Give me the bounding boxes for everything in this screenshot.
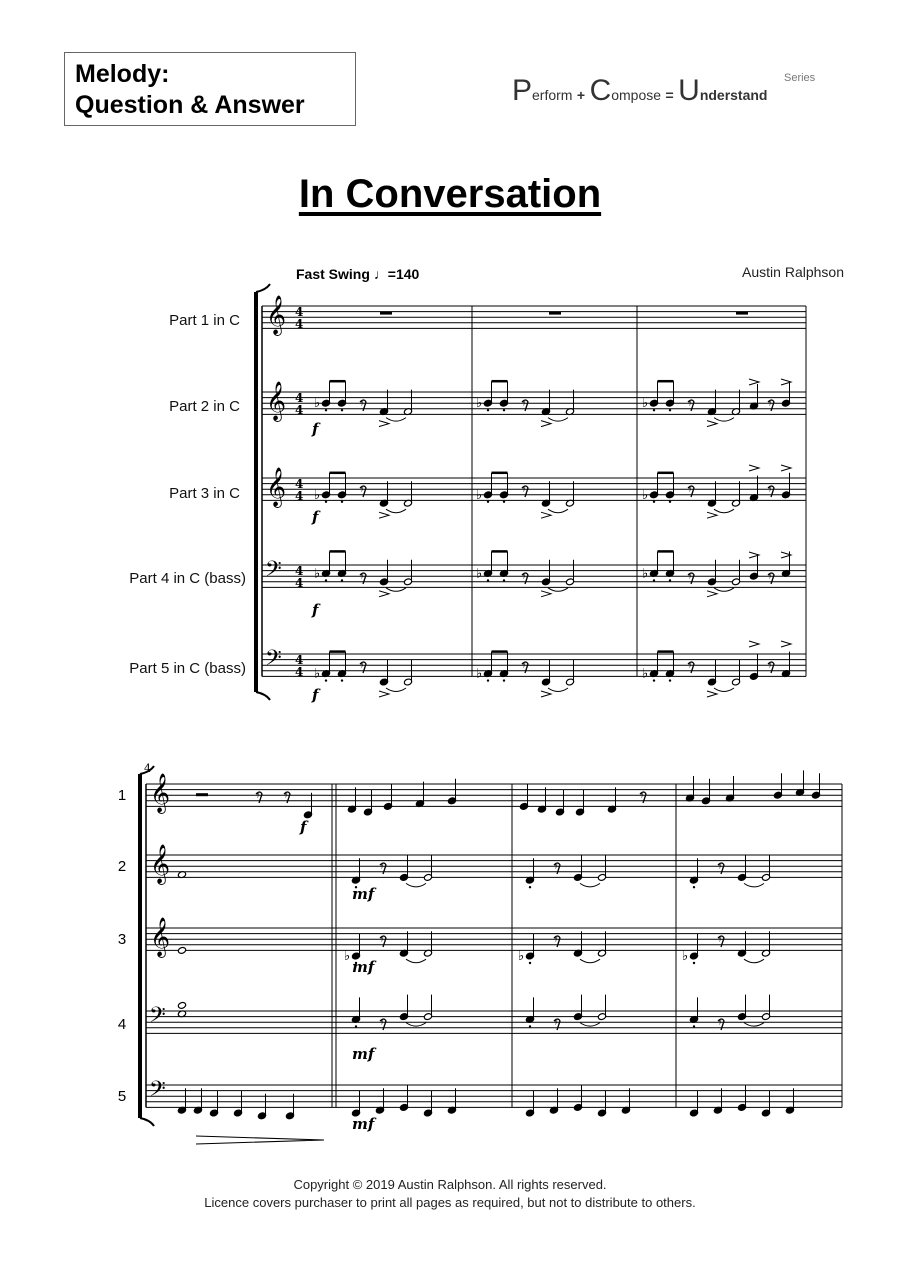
treble-clef: 𝄞 [150, 917, 171, 957]
part-4-label: Part 4 in C (bass) [129, 570, 246, 587]
flat-sign: ♭ [314, 666, 321, 682]
time-signature-bottom: 4 [295, 576, 304, 590]
part-1-number: 1 [117, 787, 127, 804]
treble-clef: 𝄞 [150, 773, 171, 813]
system-2-bracket-bottom [140, 1118, 154, 1126]
flat-sign: ♭ [476, 666, 483, 682]
whole-rest [549, 312, 561, 315]
eighth-rest: 𝄾 [718, 1015, 722, 1031]
tie [386, 418, 406, 422]
tie [714, 509, 734, 513]
tie [714, 588, 734, 592]
flat-sign: ♭ [682, 949, 689, 964]
time-signature-bottom: 4 [295, 403, 304, 417]
staccato-dot [669, 409, 671, 411]
dynamic-mf-part3: mf [352, 958, 375, 976]
copyright-line: Copyright © 2019 Austin Ralphson. All rights reserved. [293, 1177, 607, 1192]
eighth-rest: 𝄾 [380, 932, 384, 948]
staccato-dot [653, 679, 655, 681]
eighth-rest: 𝄾 [768, 658, 772, 674]
tie [714, 418, 734, 422]
staccato-dot [669, 679, 671, 681]
tie [744, 1023, 764, 1027]
bass-clef: 𝄢 [265, 557, 282, 587]
staccato-dot [693, 1025, 695, 1027]
dynamic-f-part3: f [312, 508, 319, 526]
eighth-rest: 𝄾 [768, 569, 772, 585]
eighth-rest: 𝄾 [554, 1015, 558, 1031]
dynamic-mf-part4: mf [352, 1045, 375, 1063]
eighth-rest: 𝄾 [360, 482, 364, 498]
series-tag: Series [784, 72, 816, 84]
staccato-dot [669, 501, 671, 503]
bass-clef: 𝄢 [149, 1077, 166, 1107]
system-1-bracket-bottom [256, 692, 270, 700]
series-understand-rest: nderstand [699, 87, 768, 103]
staccato-dot [503, 579, 505, 581]
accent [781, 641, 791, 647]
staccato-dot [503, 679, 505, 681]
dynamic-mf-part5: mf [352, 1115, 375, 1133]
eighth-rest: 𝄾 [554, 859, 558, 875]
tie [386, 588, 406, 592]
system-1-bracket [254, 292, 258, 692]
footer [0, 1176, 900, 1212]
composer: Austin Ralphson [742, 264, 844, 280]
eighth-rest: 𝄾 [522, 482, 526, 498]
time-signature-top: 4 [295, 477, 304, 491]
bass-clef: 𝄢 [149, 1003, 166, 1033]
staccato-dot [653, 409, 655, 411]
eighth-rest: 𝄾 [640, 788, 644, 804]
dynamic-f-part5: f [312, 686, 319, 704]
eighth-rest: 𝄾 [522, 569, 526, 585]
bass-clef: 𝄢 [265, 646, 282, 676]
decrescendo-hairpin [196, 1136, 324, 1144]
staccato-dot [355, 1025, 357, 1027]
part-2-label: Part 2 in C [169, 398, 240, 415]
flat-sign: ♭ [642, 566, 649, 582]
series-understand-initial: U [678, 74, 700, 107]
measure-number: 4 [144, 762, 151, 775]
staccato-dot [653, 579, 655, 581]
eighth-rest: 𝄾 [380, 859, 384, 875]
staccato-dot [529, 962, 531, 964]
licence-line: Licence covers purchaser to print all pages as required, but not to distribute to others. [204, 1195, 696, 1210]
eighth-rest: 𝄾 [688, 569, 692, 585]
flat-sign: ♭ [518, 949, 525, 964]
tie [406, 1023, 426, 1027]
staccato-dot [487, 579, 489, 581]
staccato-dot [325, 579, 327, 581]
staccato-dot [487, 679, 489, 681]
flat-sign: ♭ [314, 566, 321, 582]
staccato-dot [653, 501, 655, 503]
dynamic-f-part1: f [300, 818, 307, 836]
flat-sign: ♭ [642, 396, 649, 412]
staccato-dot [325, 501, 327, 503]
part-2-number: 2 [117, 858, 127, 875]
flat-sign: ♭ [314, 487, 321, 503]
dynamic-f-part2: f [312, 420, 319, 438]
topic-line-2: Question & Answer [75, 91, 305, 119]
staccato-dot [503, 501, 505, 503]
notehead [177, 946, 186, 954]
accent [379, 512, 389, 518]
eighth-rest: 𝄾 [360, 569, 364, 585]
time-signature-bottom: 4 [295, 665, 304, 679]
staccato-dot [325, 679, 327, 681]
treble-clef: 𝄞 [266, 295, 287, 335]
tie [386, 688, 406, 692]
accent [707, 691, 717, 697]
tie [580, 1023, 600, 1027]
tie [406, 883, 426, 887]
part-5-label: Part 5 in C (bass) [129, 660, 246, 677]
accent [749, 465, 759, 471]
time-signature-bottom: 4 [295, 489, 304, 503]
staccato-dot [341, 579, 343, 581]
eighth-rest: 𝄾 [360, 658, 364, 674]
time-signature-top: 4 [295, 391, 304, 405]
accent [707, 591, 717, 597]
treble-clef: 𝄞 [266, 467, 287, 507]
tie [744, 959, 764, 963]
part-4-number: 4 [117, 1016, 127, 1033]
eighth-rest: 𝄾 [688, 482, 692, 498]
tie [580, 883, 600, 887]
time-signature-top: 4 [295, 564, 304, 578]
tie [714, 688, 734, 692]
eighth-rest: 𝄾 [688, 658, 692, 674]
accent [541, 691, 551, 697]
dynamic-mf-part2: mf [352, 885, 375, 903]
accent [379, 421, 389, 427]
time-signature-top: 4 [295, 653, 304, 667]
staccato-dot [487, 501, 489, 503]
eighth-rest: 𝄾 [768, 396, 772, 412]
accent [541, 421, 551, 427]
accent [749, 641, 759, 647]
treble-clef: 𝄞 [150, 844, 171, 884]
eighth-rest: 𝄾 [380, 1015, 384, 1031]
tempo-style: Fast Swing [296, 266, 370, 282]
system-2-bracket [138, 774, 142, 1118]
accent [541, 512, 551, 518]
staccato-dot [693, 886, 695, 888]
accent [707, 512, 717, 518]
staccato-dot [341, 679, 343, 681]
flat-sign: ♭ [476, 396, 483, 412]
eighth-rest: 𝄾 [688, 396, 692, 412]
accent [707, 421, 717, 427]
half-rest [196, 793, 208, 796]
part-1-label: Part 1 in C [169, 312, 240, 329]
page-title: In Conversation [298, 172, 602, 216]
series-equals: = [665, 87, 674, 103]
flat-sign: ♭ [314, 396, 321, 412]
series-plus: + [576, 87, 586, 103]
tie [548, 688, 568, 692]
series-compose-initial: C [589, 74, 612, 107]
dynamic-f-part4: f [312, 601, 319, 619]
treble-clef: 𝄞 [266, 381, 287, 421]
staccato-dot [503, 409, 505, 411]
series-perform-initial: P [512, 74, 533, 107]
staccato-dot [341, 501, 343, 503]
tie [406, 959, 426, 963]
staccato-dot [529, 1025, 531, 1027]
flat-sign: ♭ [642, 487, 649, 503]
eighth-rest: 𝄾 [718, 932, 722, 948]
part-3-label: Part 3 in C [169, 485, 240, 502]
tie [744, 883, 764, 887]
part-5-number: 5 [117, 1088, 127, 1105]
series-compose-rest: ompose [611, 87, 662, 103]
whole-rest [736, 312, 748, 315]
staccato-dot [693, 962, 695, 964]
accent [379, 691, 389, 697]
eighth-rest: 𝄾 [284, 788, 288, 804]
eighth-rest: 𝄾 [360, 396, 364, 412]
flat-sign: ♭ [344, 949, 351, 964]
system-1-bracket-top [256, 284, 270, 292]
tempo-bpm: =140 [387, 266, 420, 282]
accent [541, 591, 551, 597]
staccato-dot [529, 886, 531, 888]
tie [548, 509, 568, 513]
flat-sign: ♭ [642, 666, 649, 682]
quarter-note-icon: ♩ [373, 266, 388, 282]
series-perform-rest: erform [532, 87, 573, 103]
eighth-rest: 𝄾 [718, 859, 722, 875]
part-3-number: 3 [117, 931, 127, 948]
tie [548, 588, 568, 592]
eighth-rest: 𝄾 [522, 396, 526, 412]
eighth-rest: 𝄾 [554, 932, 558, 948]
eighth-rest: 𝄾 [768, 482, 772, 498]
notehead [177, 1001, 186, 1009]
staccato-dot [341, 409, 343, 411]
staccato-dot [487, 409, 489, 411]
staccato-dot [325, 409, 327, 411]
staccato-dot [669, 579, 671, 581]
time-signature-bottom: 4 [295, 317, 304, 331]
tie [386, 509, 406, 513]
accent [781, 465, 791, 471]
flat-sign: ♭ [476, 566, 483, 582]
tie [548, 418, 568, 422]
time-signature-top: 4 [295, 305, 304, 319]
whole-rest [380, 312, 392, 315]
flat-sign: ♭ [476, 487, 483, 503]
topic-line-1: Melody: [75, 60, 170, 88]
eighth-rest: 𝄾 [522, 658, 526, 674]
eighth-rest: 𝄾 [256, 788, 260, 804]
tie [580, 959, 600, 963]
accent [379, 591, 389, 597]
